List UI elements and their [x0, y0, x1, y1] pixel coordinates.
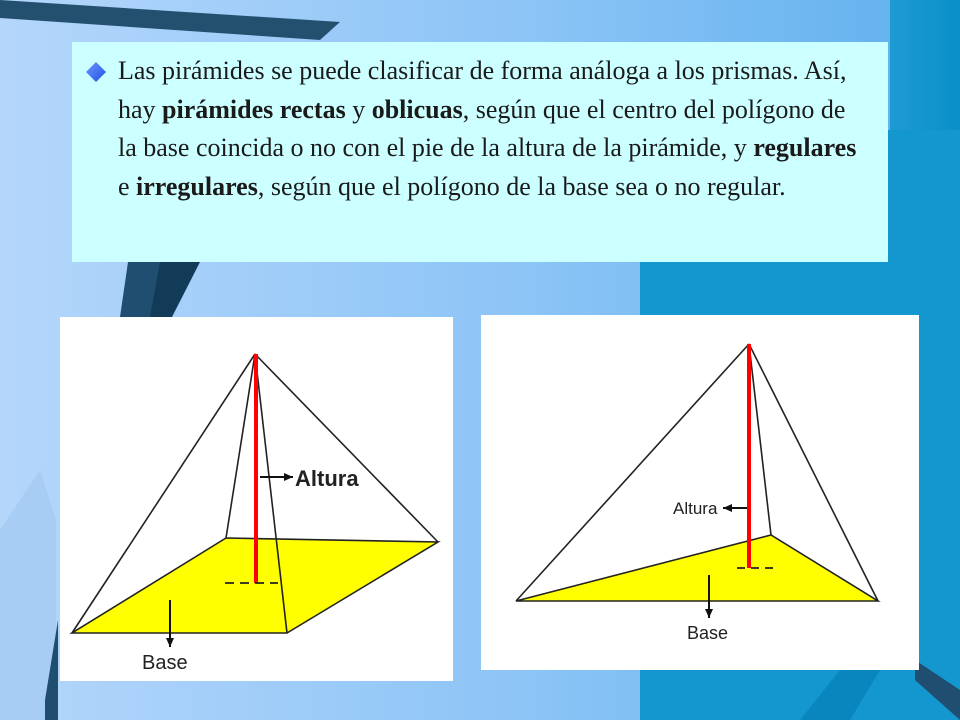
base-polygon [516, 535, 878, 601]
paragraph-text-2: y [345, 94, 372, 124]
pyramid-edge [255, 354, 438, 542]
bold-piramides-rectas: pirámides rectas [162, 94, 346, 124]
pyramid-edge [226, 354, 255, 538]
figure-right-pyramid [60, 317, 453, 681]
base-label: Base [142, 652, 188, 674]
bold-oblicuas: oblicuas [371, 94, 463, 124]
bold-irregulares: irregulares [136, 171, 258, 201]
paragraph-text-3: , según que el centro del polígono de la base coincida o no con el pie de la altura de la pirámide, y [118, 94, 846, 162]
bullet-paragraph [118, 52, 862, 206]
paragraph-text-4: e [118, 171, 137, 201]
pyramid-edge [749, 344, 771, 535]
paragraph-text-5: , según que el polígono de la base sea o no regular. [257, 171, 786, 201]
text-box [72, 42, 888, 262]
figure-oblique-pyramid [481, 315, 919, 670]
base-label: Base [687, 623, 729, 643]
oblique-pyramid-diagram [481, 315, 919, 670]
right-pyramid-diagram [60, 317, 453, 681]
height-label: Altura [673, 499, 718, 518]
bold-regulares: regulares [753, 133, 857, 162]
bullet-diamond-icon [86, 62, 106, 82]
paragraph-text-1: Las pirámides se puede clasificar de forma análoga a los prismas. Así, hay [118, 56, 847, 124]
height-label: Altura [295, 466, 359, 491]
